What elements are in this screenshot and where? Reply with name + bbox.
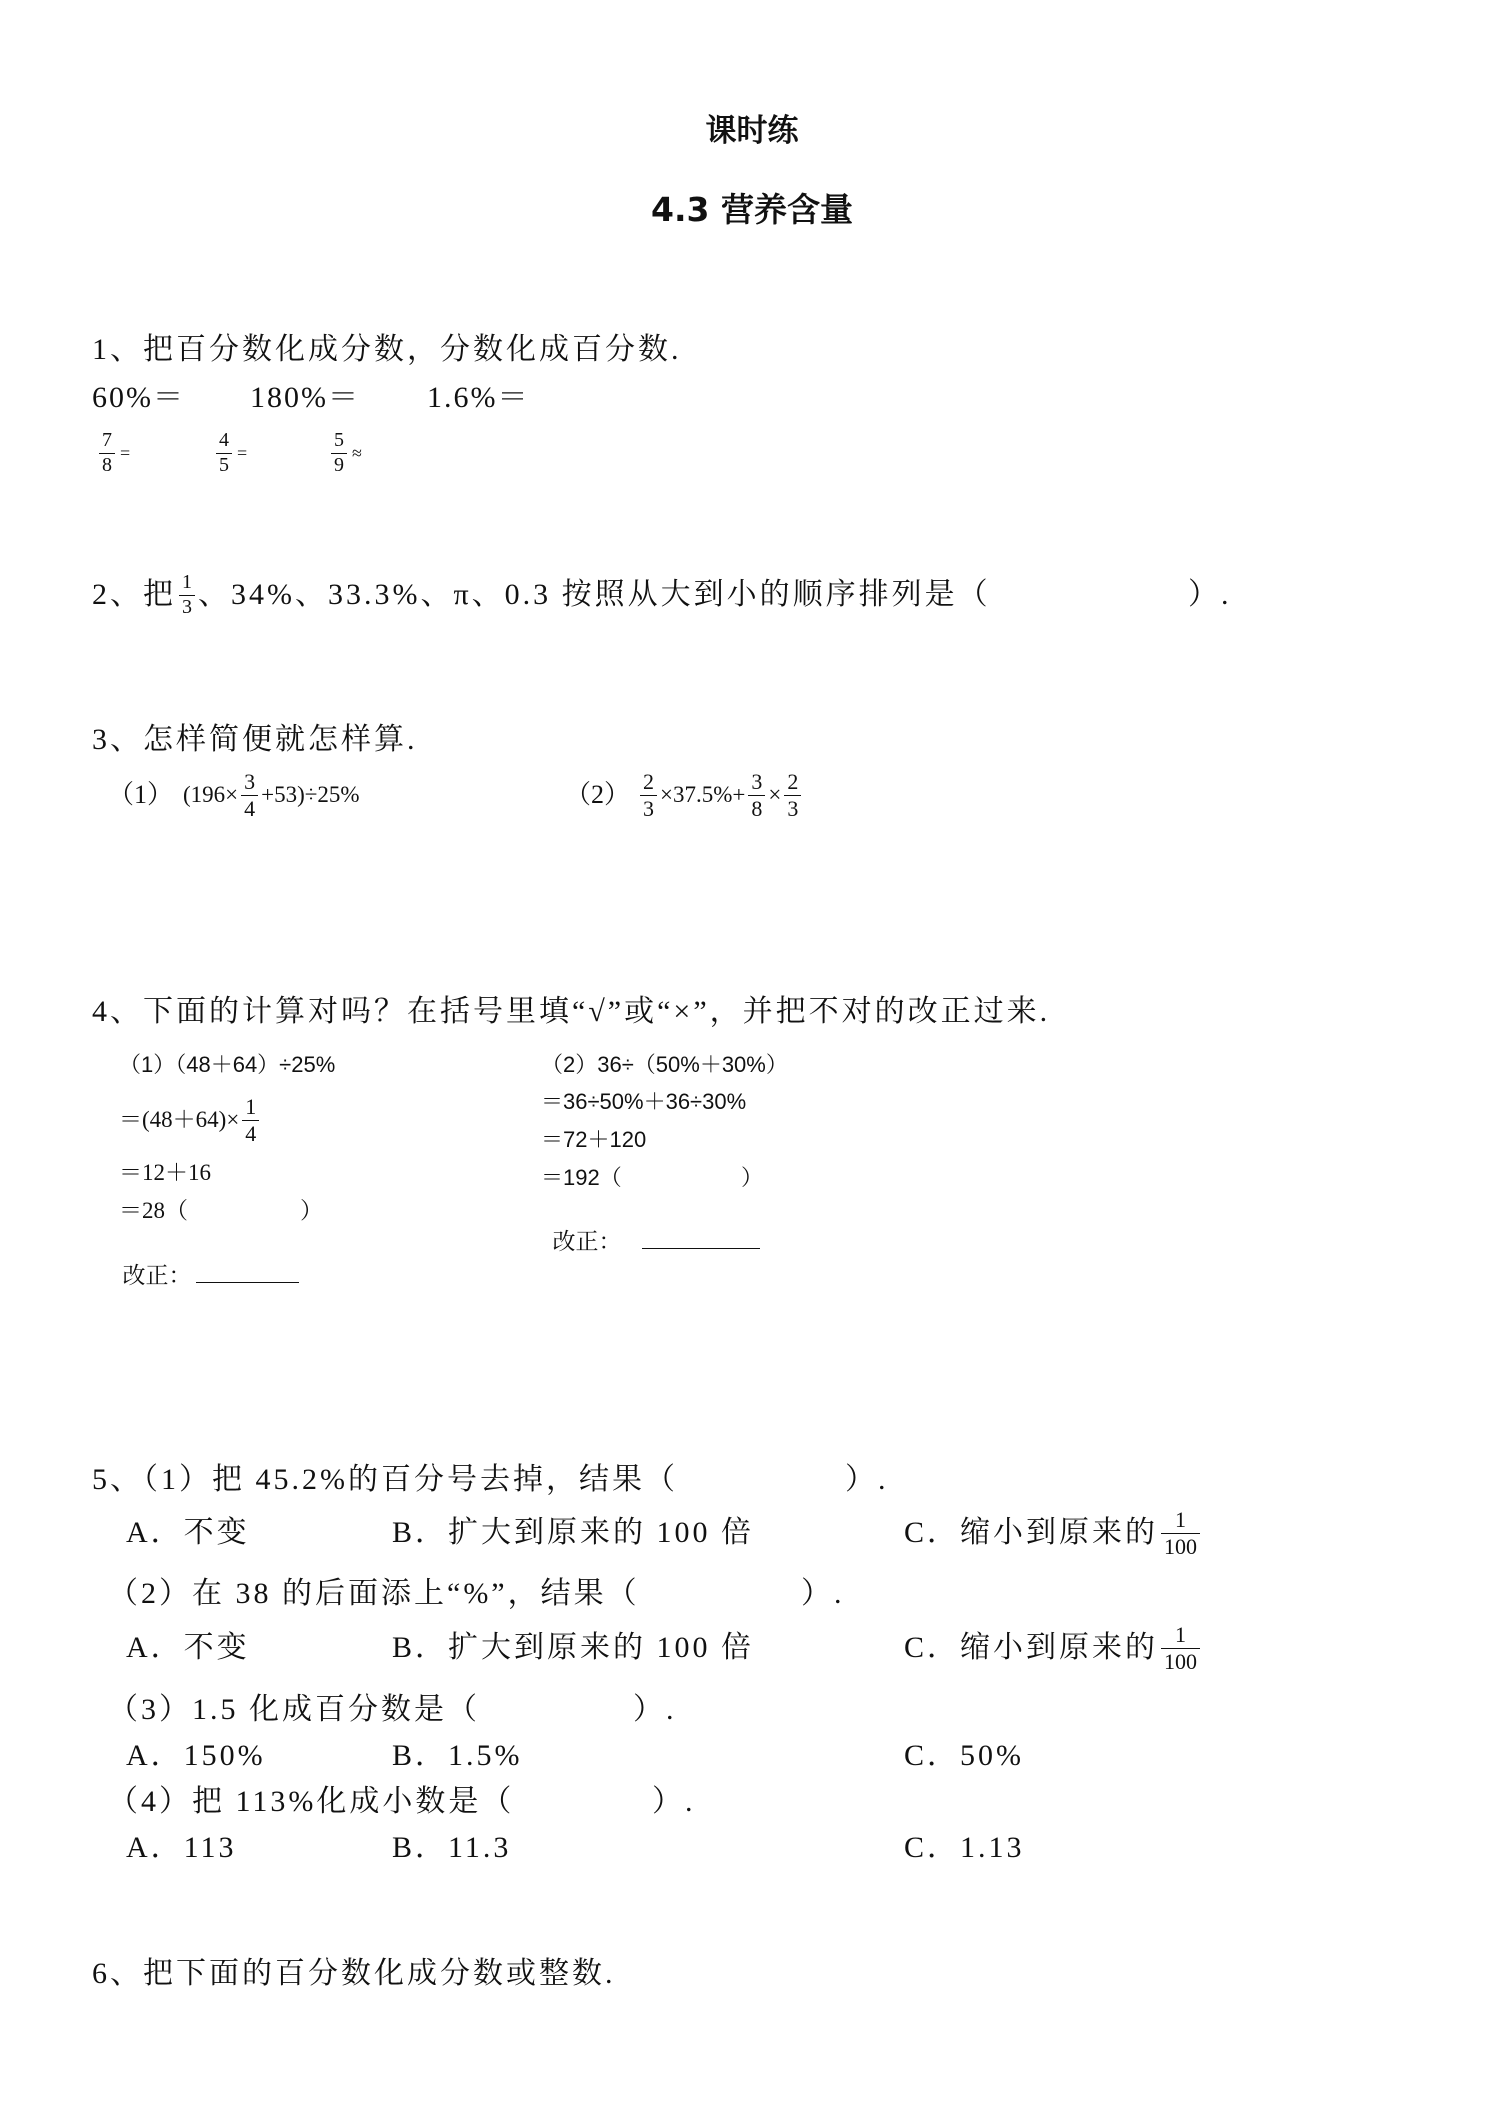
fraction [179, 572, 195, 618]
fraction-denominator: 8 [102, 453, 112, 476]
equals-sign: = [120, 442, 131, 463]
q4-right-line: ＝192（ [541, 1165, 622, 1190]
fraction-numerator: 4 [216, 430, 232, 454]
fraction [331, 430, 347, 476]
q5-stem: （4）把 113%化成小数是（ [108, 1785, 515, 1818]
fraction [216, 430, 232, 476]
option-c [904, 1505, 1203, 1561]
fraction [1161, 1623, 1200, 1674]
correction-label: 改正： [122, 1263, 192, 1288]
q4-right-correction [541, 1203, 760, 1255]
fraction-denominator: 3 [643, 795, 655, 821]
fraction-numerator: 5 [331, 430, 347, 454]
fraction-denominator: 5 [219, 453, 229, 476]
fraction-denominator: 3 [787, 795, 799, 821]
q5-stem: （3）1.5 化成百分数是（ [108, 1693, 480, 1726]
q1-percent-item: 1.6%＝ [427, 381, 530, 414]
q4-right-judge-close: ） [741, 1165, 764, 1190]
expression-text: ×37.5%+ [660, 782, 746, 807]
q1-fraction-item [328, 428, 362, 478]
fraction-numerator: 1 [1161, 1508, 1200, 1534]
option-a: A．113 [126, 1831, 237, 1864]
q2-prompt [92, 567, 991, 623]
fraction [99, 430, 115, 476]
option-b: B．1.5% [392, 1739, 523, 1772]
q1-percent-item: 180%＝ [250, 381, 360, 414]
fraction-numerator: 3 [748, 770, 765, 796]
q2-lead: 2、把 [92, 578, 176, 611]
correction-label: 改正： [552, 1229, 622, 1254]
correction-blank [196, 1264, 299, 1283]
q4-left-line: ＝28（ [119, 1198, 188, 1223]
option-c [904, 1620, 1203, 1676]
correction-blank [642, 1230, 760, 1249]
fraction [784, 770, 801, 821]
q4-left-correction [111, 1237, 299, 1289]
approx-sign: ≈ [352, 442, 362, 463]
fraction [242, 1095, 259, 1146]
item-label: （2） [565, 780, 631, 809]
q4-left-line: ＝12＋16 [119, 1160, 211, 1185]
q5-answer-close: ）. [633, 1693, 677, 1726]
fraction [1161, 1508, 1200, 1559]
fraction-denominator: 100 [1164, 1533, 1198, 1559]
q5-answer-close: ）. [652, 1785, 696, 1818]
q3-item-1 [108, 767, 360, 823]
option-b: B．扩大到原来的 100 倍 [392, 1516, 755, 1549]
option-a: A．150% [126, 1739, 266, 1772]
q4-right-line: ＝36÷50%＋36÷30% [541, 1089, 747, 1114]
expression-text: × [768, 782, 782, 807]
fraction [241, 770, 258, 821]
q1-fraction-item [96, 428, 130, 478]
fraction-denominator: 3 [182, 595, 192, 618]
fraction-denominator: 4 [244, 795, 256, 821]
q5-stem: 5、（1）把 45.2%的百分号去掉，结果（ [92, 1463, 678, 1496]
option-a: A．不变 [126, 1516, 250, 1549]
fraction-denominator: 9 [334, 453, 344, 476]
item-label: （1） [108, 780, 174, 809]
fraction-denominator: 8 [751, 795, 763, 821]
q5-stem: （2）在 38 的后面添上“%”，结果（ [108, 1577, 640, 1610]
q4-right-line: ＝72＋120 [541, 1127, 647, 1152]
option-b: B．扩大到原来的 100 倍 [392, 1631, 755, 1664]
fraction-numerator: 1 [1161, 1623, 1200, 1649]
q4-left-line: （1）（48＋64）÷25% [119, 1052, 336, 1077]
q5-answer-close: ）. [801, 1577, 845, 1610]
q1-percent-item: 60%＝ [92, 381, 185, 414]
fraction-denominator: 4 [245, 1120, 257, 1146]
q4-right-line: （2）36÷（50%＋30%） [541, 1052, 788, 1077]
q1-fraction-item [213, 428, 247, 478]
option-c: C．1.13 [904, 1831, 1025, 1864]
fraction [640, 770, 657, 821]
fraction-numerator: 2 [640, 770, 657, 796]
q2-answer-close: ）. [1188, 578, 1232, 611]
fraction-denominator: 100 [1164, 1648, 1198, 1674]
q4-left-line [119, 1093, 262, 1147]
fraction-numerator: 1 [179, 572, 195, 596]
expression-text: ＝(48＋64)× [119, 1107, 240, 1132]
fraction-numerator: 3 [241, 770, 258, 796]
option-c-text: C．缩小到原来的 [904, 1631, 1159, 1664]
lesson-subtitle: 4.3 营养含量 [651, 190, 853, 229]
equals-sign: = [237, 442, 248, 463]
q2-text: 、34%、33.3%、π、0.3 按照从大到小的顺序排列是（ [198, 578, 991, 611]
fraction-numerator: 1 [242, 1095, 259, 1121]
worksheet-title: 课时练 [705, 113, 799, 149]
fraction-numerator: 2 [784, 770, 801, 796]
q4-left-judge-close: ） [300, 1198, 323, 1223]
fraction [748, 770, 765, 821]
q6-prompt: 6、把下面的百分数化成分数或整数. [92, 1957, 616, 1990]
q3-item-2 [565, 767, 804, 823]
q1-prompt: 1、把百分数化成分数，分数化成百分数. [92, 333, 682, 366]
fraction-numerator: 7 [99, 430, 115, 454]
option-b: B．11.3 [392, 1831, 512, 1864]
q3-prompt: 3、怎样简便就怎样算. [92, 723, 418, 756]
option-c: C．50% [904, 1739, 1024, 1772]
expression-text: +53)÷25% [261, 782, 360, 807]
option-a: A．不变 [126, 1631, 250, 1664]
q5-answer-close: ）. [845, 1463, 889, 1496]
expression-text: (196× [183, 782, 239, 807]
option-c-text: C．缩小到原来的 [904, 1516, 1159, 1549]
q4-prompt: 4、下面的计算对吗？在括号里填“√”或“×”，并把不对的改正过来. [92, 995, 1051, 1028]
